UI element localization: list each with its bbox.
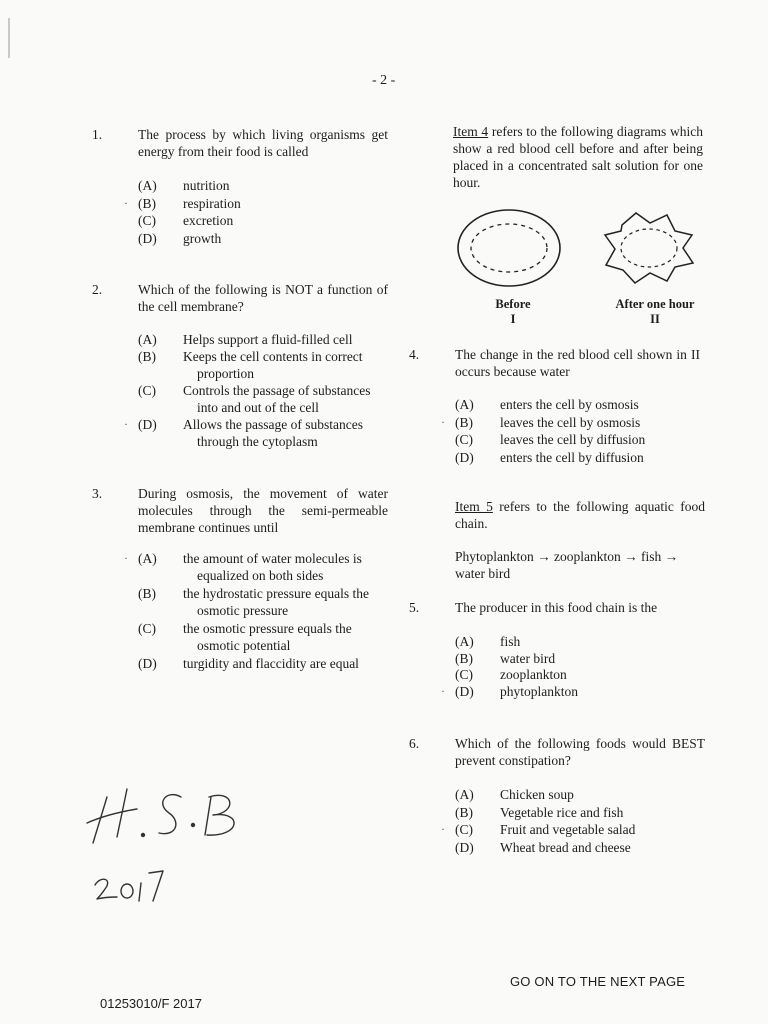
red-blood-cell-diagram: [455, 205, 705, 335]
question-number: 1.: [92, 127, 103, 142]
question-number: 3.: [92, 486, 103, 501]
pencil-mark: ·: [441, 683, 445, 698]
paper-code: 01253010/F 2017: [100, 996, 202, 1011]
item-4-ref: Item 4: [453, 124, 489, 139]
cell-after-figure: [605, 213, 693, 283]
after-caption: After one hour II: [615, 297, 695, 326]
page-number: - 2 -: [372, 73, 396, 88]
pencil-mark: ·: [124, 417, 128, 431]
pencil-mark: ·: [441, 414, 445, 429]
question-stem: The producer in this food chain is the: [455, 600, 658, 615]
scan-edge-mark: [8, 18, 10, 58]
question-number: 2.: [92, 282, 103, 297]
question-stem: Which of the following foods would BEST prevent constipation?: [455, 736, 705, 768]
pencil-mark: ·: [441, 822, 445, 836]
item-5-ref: Item 5: [455, 499, 493, 514]
cell-before-figure: [458, 210, 560, 286]
before-caption: Before I: [495, 297, 531, 326]
question-number: 5.: [409, 600, 420, 615]
item-5-intro: Item 5 refers to the following aquatic food chain.: [455, 499, 705, 531]
question-stem: The process by which living organisms get energy from their food is called: [138, 127, 388, 159]
handwritten-annotation: [85, 775, 265, 915]
pencil-mark: ·: [124, 551, 128, 565]
pencil-mark: ·: [124, 195, 128, 210]
question-stem: During osmosis, the movement of water molecules through the semi-permeable membrane continues until: [138, 486, 388, 535]
item-4-intro: Item 4 refers to the following diagrams which show a red blood cell before and after being placed in a concentrated salt solution for one hour.: [453, 124, 703, 190]
question-1: 1. The process by which living organisms get energy from their food is called (A) nutrition · (B) respiration (C) excretion (D) growth: [92, 127, 388, 246]
question-stem: The change in the red blood cell shown in II occurs because water: [455, 347, 700, 379]
question-6: 6. Which of the following foods would BEST prevent constipation? (A) Chicken soup (B) Vegetable rice and fish · (C) Fruit and vegetable salad (D) Wheat bread and cheese: [409, 736, 705, 855]
next-page-notice: GO ON TO THE NEXT PAGE: [510, 974, 686, 989]
question-4: 4. The change in the red blood cell shown in II occurs because water (A) enters the cell by osmosis · (B) leaves the cell by osmosis (C) leaves the cell by diffusion (D) enters the cell by diffusion: [409, 347, 700, 465]
question-3: 3. During osmosis, the movement of water molecules through the semi-permeable membrane continues until · (A) the amount of water molecules is equalized on both sides (B) the hydrostatic pressure equals the osmotic pressure (C) the osmotic pressure equals the osmotic potential (D) turgidity and flaccidity are equal: [92, 486, 388, 671]
question-number: 6.: [409, 736, 420, 751]
question-5: 5. The producer in this food chain is the (A) fish (B) water bird (C) zooplankton · (D) phytoplankton: [409, 599, 709, 704]
handwriting-svg: [85, 775, 265, 915]
question-stem: Which of the following is NOT a function of the cell membrane?: [138, 282, 388, 314]
question-number: 4.: [409, 347, 420, 362]
question-2: 2. Which of the following is NOT a function of the cell membrane? (A) Helps support a fluid-filled cell (B) Keeps the cell contents in correct proportion (C) Controls the passage of substances into and out of the cell · (D) Allows the passage of substances through the cytoplasm: [92, 282, 388, 449]
food-chain: Phytoplankton → zooplankton → fish → water bird: [455, 549, 679, 581]
